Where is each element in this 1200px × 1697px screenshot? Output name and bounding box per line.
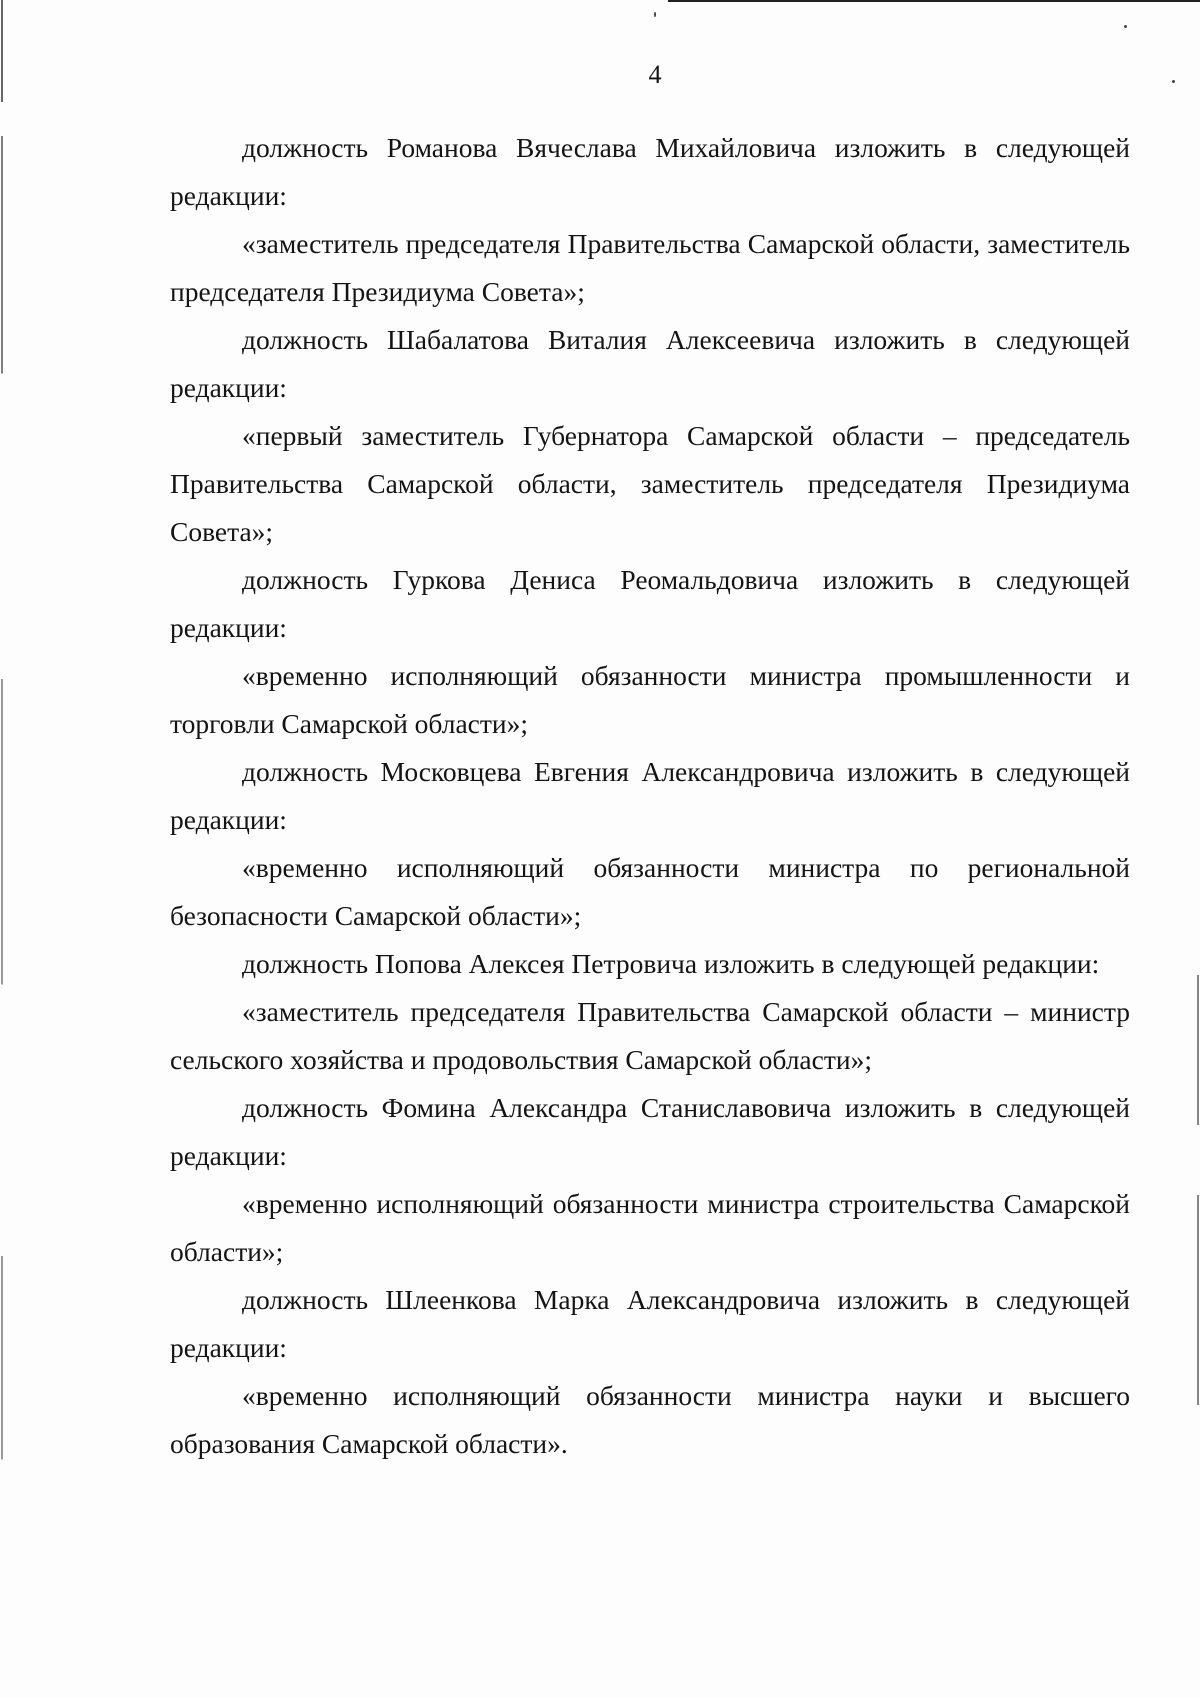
amendment-instruction: должность Шабалатова Виталия Алексеевича изложить в следующей редакции: [170,324,1130,403]
amendment-new-wording: «временно исполняющий обязанности министра строительства Самарской области»; [170,1188,1130,1267]
amendment-new-wording: «временно исполняющий обязанности министра промышленности и торговли Самарской области»; [170,660,1130,739]
amendment-instruction: должность Гуркова Дениса Реомальдовича изложить в следующей редакции: [170,564,1130,643]
scan-border-top [668,0,1200,2]
document-body [170,124,1130,1468]
page-number: 4 [648,60,662,89]
amendment-new-wording: «временно исполняющий обязанности министра по региональной безопасности Самарской области»; [170,852,1130,931]
scan-mark-right-lower [1197,1195,1199,1405]
scan-speck [1124,25,1127,28]
scan-speck [654,12,656,17]
amendment-instruction: должность Фомина Александра Станиславовича изложить в следующей редакции: [170,1092,1130,1171]
amendment-instruction: должность Шлеенкова Марка Александровича изложить в следующей редакции: [170,1284,1130,1363]
amendment-new-wording: «заместитель председателя Правительства Самарской области – министр сельского хозяйства и продовольствия Самарской области»; [170,996,1130,1075]
amendment-new-wording: «заместитель председателя Правительства Самарской области, заместитель председателя Президиума Совета»; [170,228,1130,307]
amendment-instruction: должность Романова Вячеслава Михайловича изложить в следующей редакции: [170,132,1130,211]
amendment-new-wording: «временно исполняющий обязанности министра науки и высшего образования Самарской области». [170,1380,1130,1459]
amendment-instruction: должность Московцева Евгения Александровича изложить в следующей редакции: [170,756,1130,835]
scan-border-left [1,0,3,1697]
amendment-new-wording: «первый заместитель Губернатора Самарской области – председатель Правительства Самарской области, заместитель председателя Президиума Совета»; [170,420,1130,547]
scan-mark-right-upper [1197,975,1199,1125]
amendment-instruction: должность Попова Алексея Петровича изложить в следующей редакции: [242,948,1100,979]
